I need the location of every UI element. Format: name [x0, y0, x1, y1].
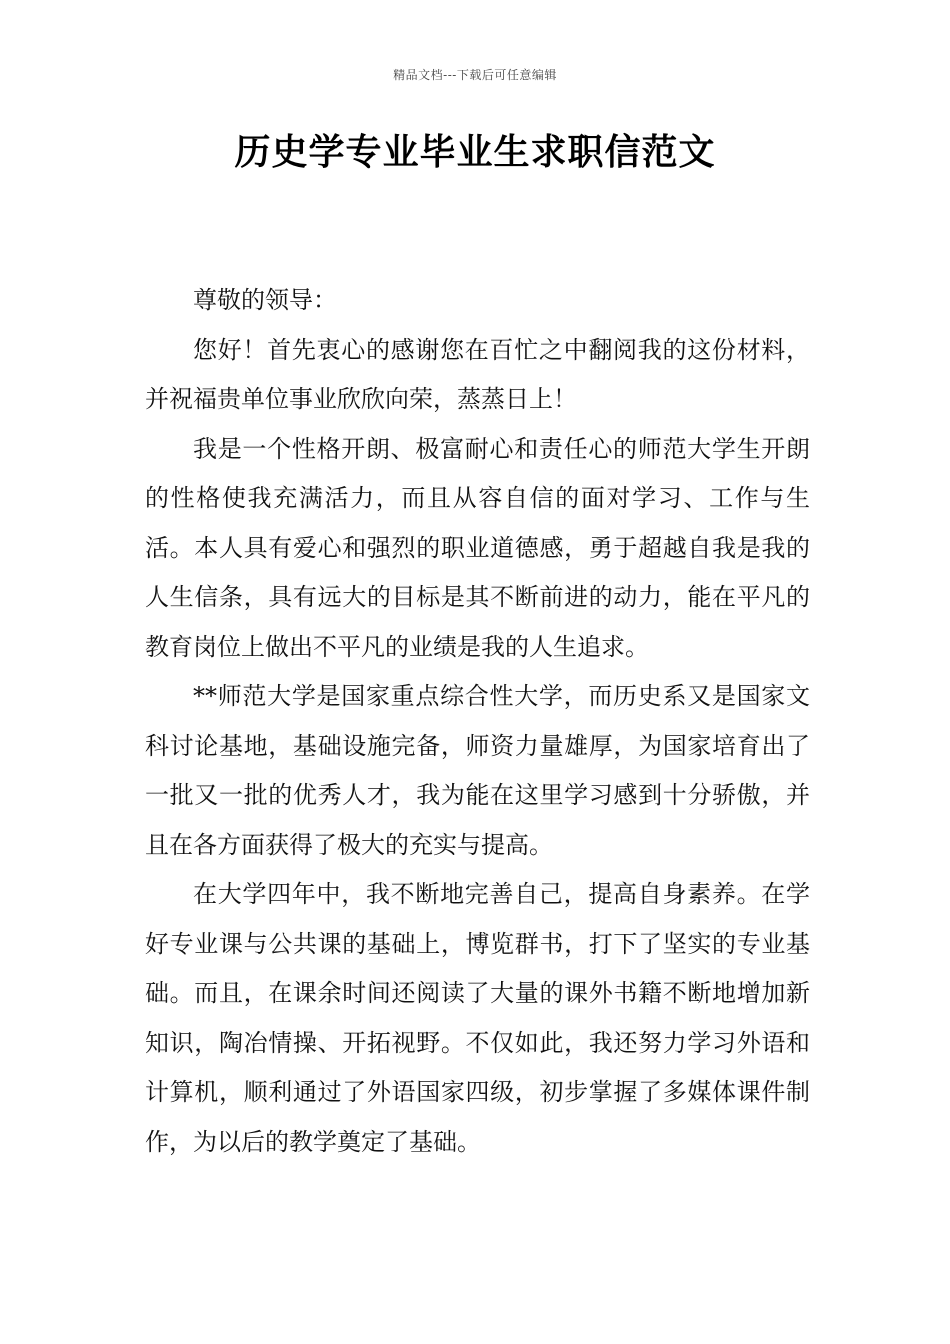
paragraph-studies: 在大学四年中，我不断地完善自己，提高自身素养。在学好专业课与公共课的基础上，博览群书，打下了坚实的专业基础。而且，在课余时间还阅读了大量的课外书籍不断地增加新知识，陶冶情操、开拓视野。不仅如此，我还努力学习外语和计算机，顺利通过了外语国家四级，初步掌握了多媒体课件制作，为以后的教学奠定了基础。: [145, 880, 810, 1156]
salutation: 尊敬的领导：: [193, 286, 337, 314]
paragraph-personality: 我是一个性格开朗、极富耐心和责任心的师范大学生开朗的性格使我充满活力，而且从容自信的面对学习、工作与生活。本人具有爱心和强烈的职业道德感，勇于超越自我是我的人生信条，具有远大的目标是其不断前进的动力，能在平凡的教育岗位上做出不平凡的业绩是我的人生追求。: [145, 434, 810, 661]
paragraph-university: **师范大学是国家重点综合性大学，而历史系又是国家文科讨论基地，基础设施完备，师资力量雄厚，为国家培育出了一批又一批的优秀人才，我为能在这里学习感到十分骄傲，并且在各方面获得了极大的充实与提高。: [145, 682, 810, 859]
paragraph-greeting: 您好！首先衷心的感谢您在百忙之中翻阅我的这份材料，并祝福贵单位事业欣欣向荣，蒸蒸日上！: [145, 335, 810, 413]
header-note: 精品文档---下载后可任意编辑: [393, 68, 557, 82]
letter-body: [145, 276, 810, 1167]
document-title: 历史学专业毕业生求职信范文: [234, 131, 716, 173]
